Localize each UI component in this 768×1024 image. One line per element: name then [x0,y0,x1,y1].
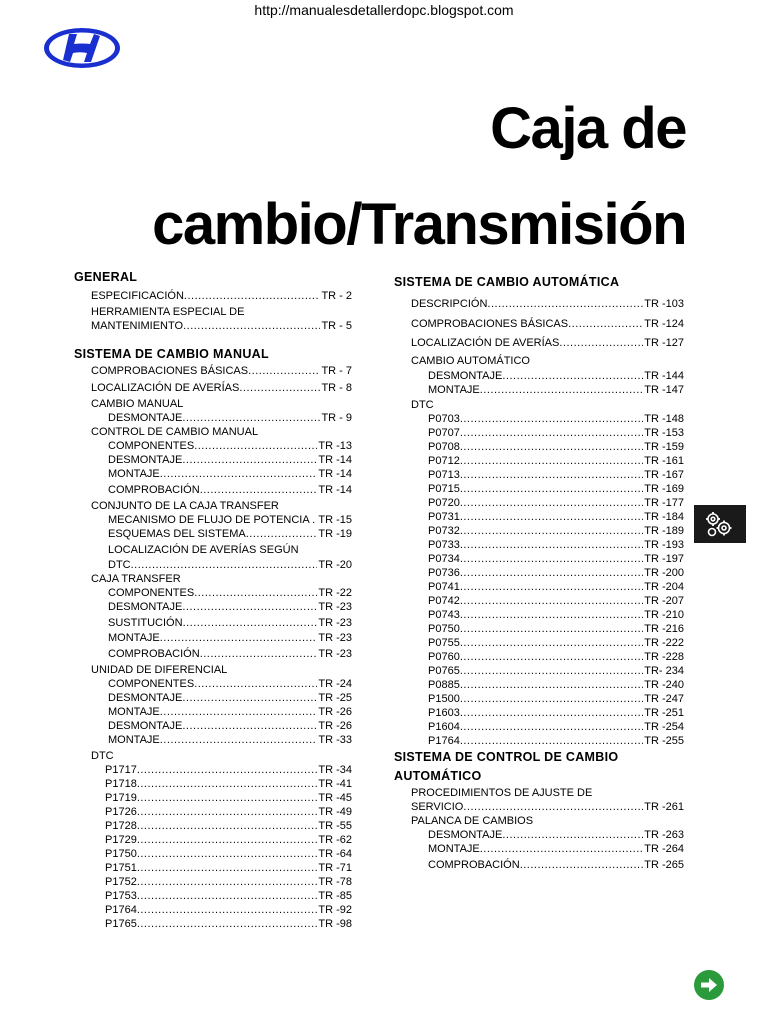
toc-group-label: PROCEDIMIENTOS DE AJUSTE DE [411,787,593,799]
toc-page-ref: TR -193 [644,539,684,551]
toc-page-ref: TR -55 [318,820,352,832]
dot-leader [194,440,317,452]
dot-leader [160,706,318,718]
toc-entry[interactable] [108,440,352,452]
toc-entry[interactable] [108,648,352,660]
toc-entry[interactable] [428,735,684,747]
toc-entry-label: P1764 [428,735,460,747]
toc-page-ref: TR -261 [644,801,684,813]
toc-entry[interactable] [108,692,352,704]
dot-leader [460,609,643,621]
toc-page-ref: TR -45 [318,792,352,804]
dot-leader [460,693,643,705]
dot-leader [460,441,643,453]
dot-leader [487,298,643,310]
toc-page-ref: TR -15 [318,514,352,526]
section-heading: SISTEMA DE CONTROL DE CAMBIO [394,750,619,764]
toc-entry-label: MONTAJE [108,706,160,718]
toc-entry[interactable] [108,412,352,424]
toc-entry[interactable] [108,454,352,466]
dot-leader [502,829,643,841]
toc-entry[interactable] [108,559,352,571]
toc-page-ref: TR -197 [644,553,684,565]
toc-page-ref: TR - 2 [321,290,352,302]
toc-entry[interactable] [428,707,684,719]
toc-entry[interactable] [428,651,684,663]
dot-leader [460,707,643,719]
toc-entry[interactable] [428,721,684,733]
dot-leader [160,468,318,480]
dot-leader [137,876,318,888]
toc-page-ref: TR -24 [318,678,352,690]
dot-leader [460,665,643,677]
toc-group-label: LOCALIZACIÓN DE AVERÍAS SEGÚN [108,544,299,556]
toc-entry[interactable] [105,778,352,790]
toc-page-ref: TR -33 [318,734,352,746]
toc-page-ref: TR -265 [644,859,684,871]
dot-leader [248,365,320,377]
toc-page-ref: TR -14 [318,468,352,480]
toc-page-ref: TR -177 [644,497,684,509]
toc-entry-label: P1718 [105,778,137,790]
toc-page-ref: TR - 8 [321,382,352,394]
toc-entry-label: DESMONTAJE [108,412,183,424]
dot-leader [184,290,321,302]
toc-group-label: CONJUNTO DE LA CAJA TRANSFER [91,500,279,512]
toc-page-ref: TR -204 [644,581,684,593]
toc-page-ref: TR -263 [644,829,684,841]
dot-leader [137,820,318,832]
toc-entry-label: P1603 [428,707,460,719]
dot-leader [137,792,318,804]
toc-entry-label: P0720 [428,497,460,509]
toc-entry[interactable] [428,413,684,425]
dot-leader [460,623,643,635]
dot-leader [568,318,643,330]
dot-leader [160,734,318,746]
dot-leader [131,559,318,571]
toc-entry-label: P0708 [428,441,460,453]
toc-group-label: CAJA TRANSFER [91,573,181,585]
dot-leader [460,539,643,551]
toc-page-ref: TR -255 [644,735,684,747]
toc-entry-label: MONTAJE [108,632,160,644]
toc-page-ref: TR -200 [644,567,684,579]
toc-entry[interactable] [428,693,684,705]
toc-entry-label: P0703 [428,413,460,425]
dot-leader [460,497,643,509]
toc-entry-label: ESPECIFICACIÓN [91,290,184,302]
toc-entry-label: P0707 [428,427,460,439]
toc-entry[interactable] [91,382,352,394]
dot-leader [463,801,643,813]
toc-entry[interactable] [108,734,352,746]
toc-page-ref: TR -153 [644,427,684,439]
dot-leader [460,455,643,467]
toc-entry-label: P1717 [105,764,137,776]
toc-page-ref: TR -169 [644,483,684,495]
toc-entry[interactable] [428,829,684,841]
toc-entry[interactable] [108,678,352,690]
toc-page-ref: TR -210 [644,609,684,621]
dot-leader [460,679,643,691]
dot-leader [182,692,317,704]
toc-page-ref: TR -19 [318,528,352,540]
toc-entry[interactable] [428,567,684,579]
toc-entry[interactable] [428,665,684,677]
toc-page-ref: TR -23 [318,632,352,644]
toc-entry-label: COMPONENTES [108,440,195,452]
toc-entry-label: P1750 [105,848,137,860]
toc-page-ref: TR -26 [318,720,352,732]
toc-page-ref: TR -216 [644,623,684,635]
toc-entry-label: DESMONTAJE [108,454,183,466]
toc-entry-label: DESMONTAJE [428,829,503,841]
dot-leader [239,382,320,394]
toc-page-ref: TR -247 [644,693,684,705]
toc-entry-label: P1604 [428,721,460,733]
toc-entry[interactable] [105,890,352,902]
toc-entry[interactable] [411,298,684,310]
toc-group-label: CAMBIO AUTOMÁTICO [411,355,530,367]
toc-entry[interactable] [108,587,352,599]
toc-entry-label: P1753 [105,890,137,902]
toc-page-ref: TR -41 [318,778,352,790]
toc-page-ref: TR -14 [318,484,352,496]
toc-entry[interactable] [428,511,684,523]
dot-leader [200,484,318,496]
next-arrow-icon[interactable] [693,969,725,1001]
toc-entry[interactable] [428,370,684,382]
toc-page-ref: TR -49 [318,806,352,818]
toc-entry-label: P0765 [428,665,460,677]
toc-entry-label: DESMONTAJE [428,370,503,382]
section-heading: GENERAL [74,270,138,284]
dot-leader [137,778,318,790]
toc-entry-label: P0755 [428,637,460,649]
toc-page-ref: TR -64 [318,848,352,860]
dot-leader [480,843,644,855]
toc-group-label: UNIDAD DE DIFERENCIAL [91,664,228,676]
toc-page-ref: TR -264 [644,843,684,855]
toc-entry[interactable] [91,320,352,332]
toc-entry[interactable] [108,706,352,718]
toc-page-ref: TR -13 [318,440,352,452]
toc-page-ref: TR -23 [318,648,352,660]
toc-page-ref: TR -222 [644,637,684,649]
toc-entry-label: SUSTITUCIÓN [108,617,183,629]
toc-entry-label: P0713 [428,469,460,481]
dot-leader [460,553,643,565]
dot-leader [200,648,318,660]
toc-entry-label: P1500 [428,693,460,705]
dot-leader [182,720,317,732]
dot-leader [160,632,318,644]
toc-page-ref: TR -92 [318,904,352,916]
toc-entry[interactable] [108,484,352,496]
toc-entry-label: P0715 [428,483,460,495]
toc-entry[interactable] [428,637,684,649]
toc-entry-label: P1751 [105,862,137,874]
toc-entry-label: MECANISMO DE FLUJO DE POTENCIA . [108,514,316,526]
toc-page-ref: TR -161 [644,455,684,467]
toc-entry[interactable] [108,632,352,644]
toc-entry[interactable] [108,528,352,540]
page-title-line-1: Caja de [490,96,686,161]
toc-entry[interactable] [105,904,352,916]
toc-entry[interactable] [411,337,684,349]
toc-entry-label: MANTENIMIENTO [91,320,184,332]
toc-group-label: DTC [411,399,434,411]
toc-page-ref: TR -228 [644,651,684,663]
toc-entry[interactable] [105,806,352,818]
toc-entry[interactable] [428,623,684,635]
toc-entry[interactable] [91,290,352,302]
toc-page-ref: TR- 234 [644,665,684,677]
toc-page-ref: TR - 7 [321,365,352,377]
toc-entry-label: P0733 [428,539,460,551]
toc-entry-label: P1728 [105,820,137,832]
toc-group-label: PALANCA DE CAMBIOS [411,815,534,827]
toc-page-ref: TR -207 [644,595,684,607]
gears-icon [694,505,746,543]
toc-entry[interactable] [105,876,352,888]
toc-page-ref: TR -14 [318,454,352,466]
dot-leader [182,601,317,613]
toc-entry[interactable] [428,483,684,495]
toc-entry[interactable] [428,609,684,621]
toc-entry-label: COMPROBACIÓN [108,484,200,496]
toc-entry-label: P0741 [428,581,460,593]
toc-entry[interactable] [428,539,684,551]
dot-leader [460,525,643,537]
toc-page-ref: TR -189 [644,525,684,537]
dot-leader [460,413,643,425]
dot-leader [182,412,320,424]
toc-entry-label: P0734 [428,553,460,565]
page-title-line-2: cambio/Transmisión [152,192,686,257]
toc-page-ref: TR -124 [644,318,684,330]
toc-entry-label: P0742 [428,595,460,607]
toc-page-ref: TR -20 [318,559,352,571]
toc-page-ref: TR -62 [318,834,352,846]
toc-entry-label: P1726 [105,806,137,818]
toc-entry-label: LOCALIZACIÓN DE AVERÍAS [91,382,240,394]
toc-entry[interactable] [105,820,352,832]
dot-leader [137,890,318,902]
toc-entry-label: COMPROBACIONES BÁSICAS [411,318,569,330]
toc-entry-label: MONTAJE [428,843,480,855]
toc-entry-label: ESQUEMAS DEL SISTEMA [108,528,246,540]
toc-entry[interactable] [428,553,684,565]
toc-entry[interactable] [428,427,684,439]
source-url[interactable]: http://manualesdetallerdopc.blogspot.com [254,2,514,18]
toc-entry-label: DESMONTAJE [108,601,183,613]
dot-leader [183,320,320,332]
toc-entry-label: P0885 [428,679,460,691]
section-tab[interactable] [694,505,746,543]
dot-leader [137,806,318,818]
dot-leader [460,427,643,439]
toc-entry-label: P0736 [428,567,460,579]
toc-entry-label: COMPROBACIONES BÁSICAS [91,365,249,377]
toc-entry[interactable] [108,514,352,526]
toc-entry[interactable] [411,318,684,330]
toc-entry[interactable] [428,859,684,871]
toc-page-ref: TR - 9 [321,412,352,424]
toc-entry-label: LOCALIZACIÓN DE AVERÍAS [411,337,560,349]
toc-page-ref: TR -148 [644,413,684,425]
toc-entry[interactable] [108,601,352,613]
dot-leader [182,454,317,466]
toc-entry-label: MONTAJE [108,468,160,480]
toc-entry[interactable] [108,720,352,732]
toc-entry[interactable] [91,365,352,377]
toc-entry[interactable] [428,581,684,593]
toc-entry[interactable] [428,469,684,481]
dot-leader [194,678,317,690]
toc-entry[interactable] [105,918,352,930]
dot-leader [480,384,644,396]
dot-leader [460,469,643,481]
toc-page-ref: TR -23 [318,601,352,613]
toc-page-ref: TR -98 [318,918,352,930]
toc-entry[interactable] [428,679,684,691]
section-heading: SISTEMA DE CAMBIO AUTOMÁTICA [394,275,620,289]
toc-entry[interactable] [428,525,684,537]
dot-leader [460,735,643,747]
toc-entry-label: P1752 [105,876,137,888]
toc-page-ref: TR -240 [644,679,684,691]
toc-entry-label: P0743 [428,609,460,621]
toc-entry[interactable] [108,468,352,480]
dot-leader [520,859,644,871]
dot-leader [460,483,643,495]
toc-entry-label: DESMONTAJE [108,692,183,704]
section-heading: AUTOMÁTICO [394,769,482,783]
toc-entry-label: DESCRIPCIÓN [411,298,488,310]
toc-group-label: HERRAMIENTA ESPECIAL DE [91,306,245,318]
toc-entry[interactable] [108,617,352,629]
toc-entry-label: COMPONENTES [108,678,195,690]
toc-group-label: CAMBIO MANUAL [91,398,184,410]
dot-leader [460,511,643,523]
dot-leader [137,764,318,776]
toc-entry[interactable] [428,843,684,855]
toc-page-ref: TR -26 [318,706,352,718]
toc-entry-label: SERVICIO [411,801,464,813]
toc-page-ref: TR -71 [318,862,352,874]
toc-group-label: DTC [91,750,114,762]
toc-entry-label: MONTAJE [108,734,160,746]
dot-leader [137,834,318,846]
dot-leader [460,721,643,733]
toc-page-ref: TR -251 [644,707,684,719]
toc-entry[interactable] [428,441,684,453]
dot-leader [502,370,643,382]
toc-entry-label: DESMONTAJE [108,720,183,732]
toc-entry-label: COMPONENTES [108,587,195,599]
dot-leader [460,581,643,593]
dot-leader [194,587,317,599]
toc-entry-label: P0760 [428,651,460,663]
toc-entry[interactable] [428,497,684,509]
toc-entry-label: COMPROBACIÓN [428,859,520,871]
toc-page-ref: TR -22 [318,587,352,599]
toc-page-ref: TR -23 [318,617,352,629]
dot-leader [137,862,318,874]
toc-entry[interactable] [411,801,684,813]
dot-leader [460,595,643,607]
toc-page-ref: TR - 5 [321,320,352,332]
toc-entry[interactable] [105,764,352,776]
toc-entry-label: P0750 [428,623,460,635]
toc-entry[interactable] [105,862,352,874]
toc-page-ref: TR -103 [644,298,684,310]
dot-leader [559,337,643,349]
toc-entry-label: P1765 [105,918,137,930]
toc-entry[interactable] [428,595,684,607]
toc-page-ref: TR -78 [318,876,352,888]
hyundai-logo [42,26,122,70]
toc-page-ref: TR -85 [318,890,352,902]
dot-leader [246,528,318,540]
dot-leader [460,567,643,579]
toc-page-ref: TR -25 [318,692,352,704]
dot-leader [183,617,318,629]
toc-entry[interactable] [428,455,684,467]
toc-page-ref: TR -147 [644,384,684,396]
section-heading: SISTEMA DE CAMBIO MANUAL [74,347,269,361]
toc-entry-label: P1729 [105,834,137,846]
toc-entry-label: P0731 [428,511,460,523]
toc-page-ref: TR -159 [644,441,684,453]
toc-page-ref: TR -254 [644,721,684,733]
toc-entry-label: COMPROBACIÓN [108,648,200,660]
toc-entry[interactable] [428,384,684,396]
dot-leader [137,918,318,930]
toc-entry[interactable] [105,792,352,804]
toc-entry-label: P1719 [105,792,137,804]
toc-entry-label: P1764 [105,904,137,916]
toc-entry-label: P0732 [428,525,460,537]
toc-page-ref: TR -167 [644,469,684,481]
toc-page-ref: TR -127 [644,337,684,349]
dot-leader [137,848,318,860]
toc-page-ref: TR -184 [644,511,684,523]
toc-page-ref: TR -144 [644,370,684,382]
toc-entry-label: MONTAJE [428,384,480,396]
dot-leader [137,904,318,916]
toc-group-label: CONTROL DE CAMBIO MANUAL [91,426,259,438]
toc-entry[interactable] [105,834,352,846]
dot-leader [460,637,643,649]
dot-leader [460,651,643,663]
toc-entry-label: DTC [108,559,131,571]
toc-page-ref: TR -34 [318,764,352,776]
toc-entry-label: P0712 [428,455,460,467]
toc-entry[interactable] [105,848,352,860]
